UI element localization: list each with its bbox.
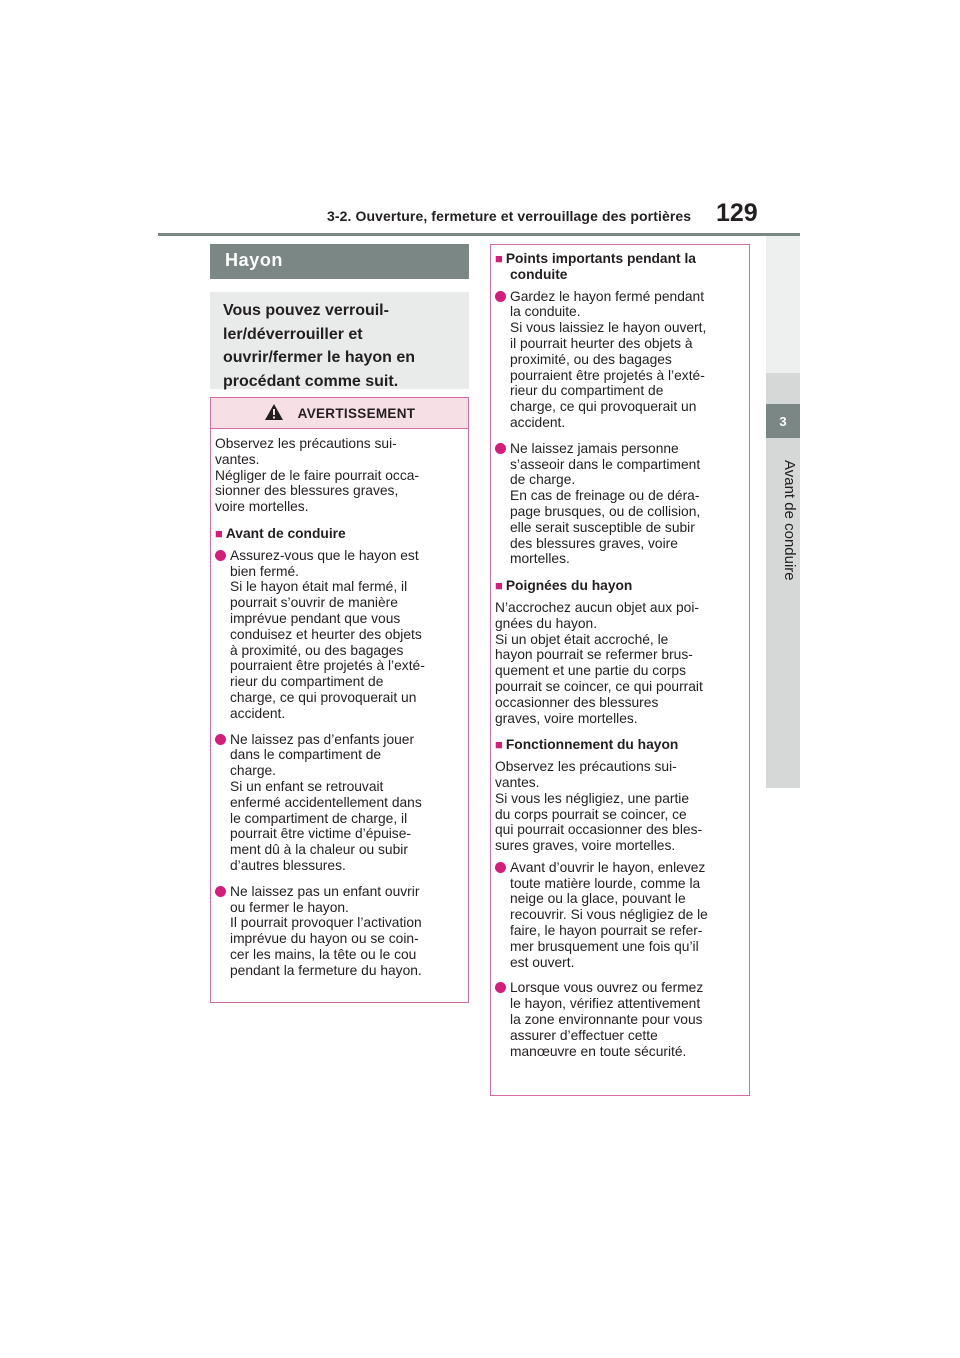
bullet-dot-icon bbox=[495, 862, 506, 873]
bullet-dot-icon bbox=[215, 734, 226, 745]
heading-handles: ■ Poignées du hayon bbox=[495, 578, 633, 594]
warning-header bbox=[211, 398, 468, 428]
warning-title: AVERTISSEMENT bbox=[297, 405, 416, 421]
chapter-number: 3 bbox=[766, 404, 800, 438]
heading-driving: ■ Points importants pendant la conduite bbox=[495, 251, 696, 282]
right-bullet: Gardez le hayon fermé pendant la conduite. Si vous laissiez le hayon ouvert, il pourrait heurter des objets à proximité, ou des bagages pourraient être projetés à l’exté- rieur du compartiment de charge, ce qui provoquerait un accident. bbox=[495, 289, 747, 431]
bullet-dot-icon bbox=[495, 291, 506, 302]
square-bullet-icon: ■ bbox=[495, 251, 503, 266]
bullet-dot-icon bbox=[495, 982, 506, 993]
bullet-dot-icon bbox=[495, 443, 506, 454]
bullet-dot-icon bbox=[215, 550, 226, 561]
square-bullet-icon: ■ bbox=[495, 578, 503, 594]
bullet-dot-icon bbox=[215, 886, 226, 897]
square-bullet-icon: ■ bbox=[495, 737, 503, 753]
right-bullet: Ne laissez jamais personne s’asseoir dans le compartiment de charge. En cas de freinage ou de déra- page brusques, ou de collision, elle serait susceptible de subir des blessures graves, voire mortelles. bbox=[495, 441, 747, 567]
warning-bullet: Assurez-vous que le hayon est bien fermé. Si le hayon était mal fermé, il pourrait s’ouvrir de manière imprévue pendant que vous conduisez et heurter des objets à proximité, ou des bagages pourraient être projetés à l’exté- rieur du compartiment de charge, ce qui provoquerait un accident. bbox=[215, 548, 465, 722]
right-bullet: Avant d’ouvrir le hayon, enlevez toute matière lourde, comme la neige ou la glace, pouvant le recouvrir. Si vous négligiez de le faire, le hayon pourrait se refer- mer brusquement une fois qu’il est ouvert. bbox=[495, 860, 747, 971]
right-bullet: Lorsque vous ouvrez ou fermez le hayon, vérifiez attentivement la zone environnante pour vous assurer d’effectuer cette manœuvre en toute sécurité. bbox=[495, 980, 747, 1059]
handles-text: N’accrochez aucun objet aux poi- gnées du hayon. Si un objet était accroché, le hayon pourrait se refermer brus- quement et une partie du corps pourrait se coincer, ce qui pourrait occasionner des blessures graves, voire mortelles. bbox=[495, 599, 703, 726]
intro-text: Vous pouvez verrouil- ler/déverrouiller et ouvrir/fermer le hayon en procédant comme suit. bbox=[210, 292, 469, 389]
warning-bullet: Ne laissez pas d’enfants jouer dans le compartiment de charge. Si un enfant se retrouvait enfermé accidentellement dans le compartiment de charge, il pourrait être victime d’épuise- ment dû à la chaleur ou subir d’autres blessures. bbox=[215, 732, 465, 874]
warning-heading-before-driving: ■ Avant de conduire bbox=[215, 525, 346, 541]
warning-divider bbox=[211, 428, 468, 429]
heading-operation: ■ Fonctionnement du hayon bbox=[495, 737, 679, 753]
page-number: 129 bbox=[716, 199, 758, 227]
side-tab-upper bbox=[766, 236, 800, 373]
chapter-label: Avant de conduire bbox=[781, 460, 798, 581]
operation-text: Observez les précautions sui- vantes. Si vous les négligiez, une partie du corps pourrait se coincer, ce qui pourrait occasionner des bles- sures graves, voire mortelles. bbox=[495, 759, 703, 854]
square-bullet-icon: ■ bbox=[215, 525, 223, 541]
warning-triangle-icon bbox=[264, 403, 284, 424]
right-column-content bbox=[495, 251, 747, 1059]
warning-content bbox=[215, 436, 465, 979]
warning-intro: Observez les précautions sui- vantes. Négliger de le faire pourrait occa- sionner des blessures graves, voire mortelles. bbox=[215, 436, 419, 515]
page-title: Hayon bbox=[210, 244, 469, 279]
section-title: 3-2. Ouverture, fermeture et verrouillage des portières bbox=[327, 208, 692, 224]
warning-bullet: Ne laissez pas un enfant ouvrir ou fermer le hayon. Il pourrait provoquer l’activation imprévue du hayon ou se coin- cer les mains, la tête ou le cou pendant la fermeture du hayon. bbox=[215, 884, 465, 979]
header-divider bbox=[158, 233, 800, 236]
